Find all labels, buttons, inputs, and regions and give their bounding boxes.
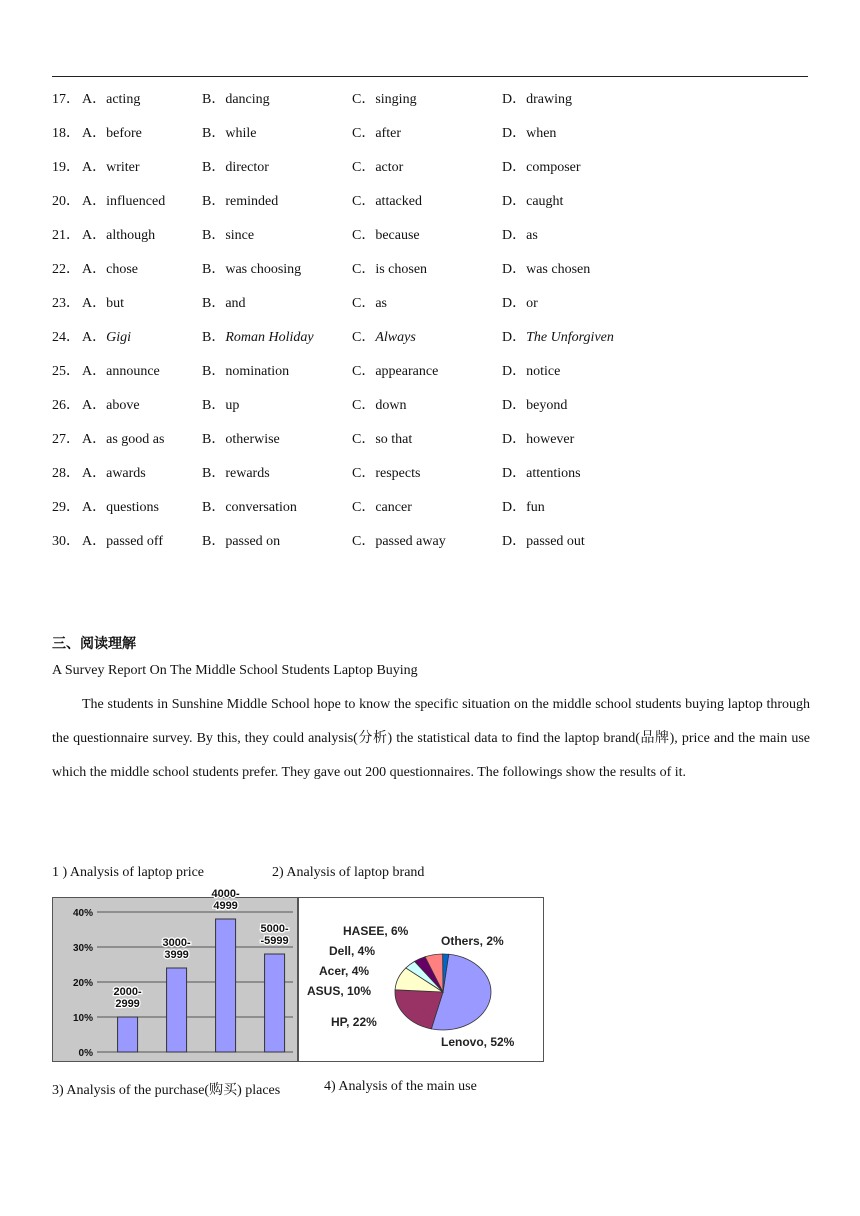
pie-slice-label: Dell, 4% [329,944,376,958]
option-row [52,488,812,522]
y-tick-label: 20% [72,978,93,989]
option-d: D．composer [502,160,581,175]
option-d: D．caught [502,194,564,209]
option-c: C．is chosen [352,262,428,277]
bar-category-label: 4999 [213,900,238,912]
option-b: B．passed on [202,534,281,549]
option-a: A．although [82,228,156,243]
bar [118,1017,138,1052]
subtitle-price: 1 ) Analysis of laptop price [52,865,205,880]
subtitle-places: 3) Analysis of the purchase(购买) places [52,1083,281,1098]
option-row [52,80,812,114]
option-d: D．beyond [502,398,568,413]
option-b: B．reminded [202,194,279,209]
option-a: 27． [52,432,80,447]
option-b: B．up [202,398,240,413]
option-c: C．actor [352,160,404,175]
subtitle-brand: 2) Analysis of laptop brand [272,865,425,880]
option-c: C．respects [352,466,421,481]
option-a: 23． [52,296,80,311]
option-row [52,522,812,556]
option-row [52,182,812,216]
option-c: C．as [352,296,387,311]
option-a: A．announce [82,364,160,379]
option-d: D．was chosen [502,262,591,277]
pie-slice-label: ASUS, 10% [307,984,372,998]
pie-slice-label: HASEE, 6% [343,924,409,938]
option-b: B．otherwise [202,432,280,447]
option-c: C．because [352,228,420,243]
option-row [52,114,812,148]
y-tick-label: 0% [78,1048,93,1059]
bar-category-label: 3999 [164,949,189,961]
option-d: D．passed out [502,534,585,549]
option-b: B．since [202,228,255,243]
passage-text: The students in Sunshine Middle School hope to know the specific situation on the middle school students buying laptop through the questionnaire survey. By this, they could analysis(分析) the statistical data to find the laptop brand(品牌), price and the main use which the middle school students prefer. They gave out 200 questionnaires. The followings show the results of it. [52,697,810,780]
bar [216,919,236,1052]
pie-slice-label: Acer, 4% [319,964,370,978]
option-a: A．awards [82,466,146,481]
option-d: D．when [502,126,557,141]
brand-pie-svg [299,898,543,1061]
option-d: D．attentions [502,466,581,481]
option-b: B．while [202,126,257,141]
option-a: A．acting [82,92,141,107]
option-b: B．was choosing [202,262,302,277]
option-c: C．so that [352,432,413,447]
y-tick-label: 40% [72,908,93,919]
option-a: A．above [82,398,140,413]
subtitle-use: 4) Analysis of the main use [324,1079,477,1094]
y-tick-label: 30% [72,943,93,954]
option-row [52,386,812,420]
option-a: A．before [82,126,142,141]
option-a: A．as good as [82,432,165,447]
option-d: D．The Unforgiven [502,330,614,345]
option-b: B．director [202,160,269,175]
option-b: B．dancing [202,92,270,107]
option-a: A．Gigi [82,330,132,345]
option-row [52,148,812,182]
option-a: 30． [52,534,80,549]
option-a: 28． [52,466,80,481]
option-c: C．after [352,126,401,141]
option-row [52,352,812,386]
option-a: A．but [82,296,124,311]
passage-title: A Survey Report On The Middle School Students Laptop Buying [52,663,418,678]
pie-slice-label: Others, 2% [441,934,504,948]
option-c: C．appearance [352,364,439,379]
option-d: D．or [502,296,538,311]
option-b: B．rewards [202,466,270,481]
option-a: 29． [52,500,80,515]
option-b: B．and [202,296,246,311]
option-a: A．writer [82,160,140,175]
section-heading: 三、阅读理解 [52,636,136,652]
y-tick-label: 10% [72,1013,93,1024]
option-a: A．questions [82,500,159,515]
option-a: 26． [52,398,80,413]
option-row [52,284,812,318]
bar [265,954,285,1052]
option-c: C．Always [352,330,416,345]
option-a: 25． [52,364,80,379]
bar-category-label: 2000- [113,986,142,998]
price-bar-chart [52,888,298,1062]
option-d: D．as [502,228,538,243]
option-d: D．drawing [502,92,572,107]
option-b: B．nomination [202,364,290,379]
option-a: 21． [52,228,80,243]
bar-category-label: 2999 [115,998,140,1010]
brand-pie-chart [298,897,544,1062]
option-d: D．however [502,432,575,447]
bar-category-label: 3000- [162,937,191,949]
option-row [52,250,812,284]
option-a: 19． [52,160,80,175]
option-b: B．conversation [202,500,297,515]
bar-category-label: 4000- [211,888,240,900]
header-rule [52,76,808,77]
option-a: 17． [52,92,80,107]
option-c: C．singing [352,92,417,107]
option-a: 20． [52,194,80,209]
option-c: C．attacked [352,194,422,209]
bar-category-label: 5000- [260,923,289,935]
option-c: C．cancer [352,500,412,515]
option-c: C．down [352,398,407,413]
option-row [52,318,812,352]
option-row [52,216,812,250]
option-a: 18． [52,126,80,141]
bar-category-label: -5999 [260,935,289,947]
option-d: D．fun [502,500,545,515]
option-a: A．passed off [82,534,164,549]
pie-slice-label: Lenovo, 52% [441,1035,515,1049]
pie-slice-label: HP, 22% [331,1015,377,1029]
option-c: C．passed away [352,534,446,549]
option-b: B．Roman Holiday [202,330,314,345]
option-a: 22． [52,262,80,277]
bar [167,968,187,1052]
price-bar-svg [53,888,297,1061]
option-a: A．influenced [82,194,166,209]
option-row [52,420,812,454]
option-d: D．notice [502,364,561,379]
option-row [52,454,812,488]
option-a: 24． [52,330,80,345]
option-a: A．chose [82,262,138,277]
